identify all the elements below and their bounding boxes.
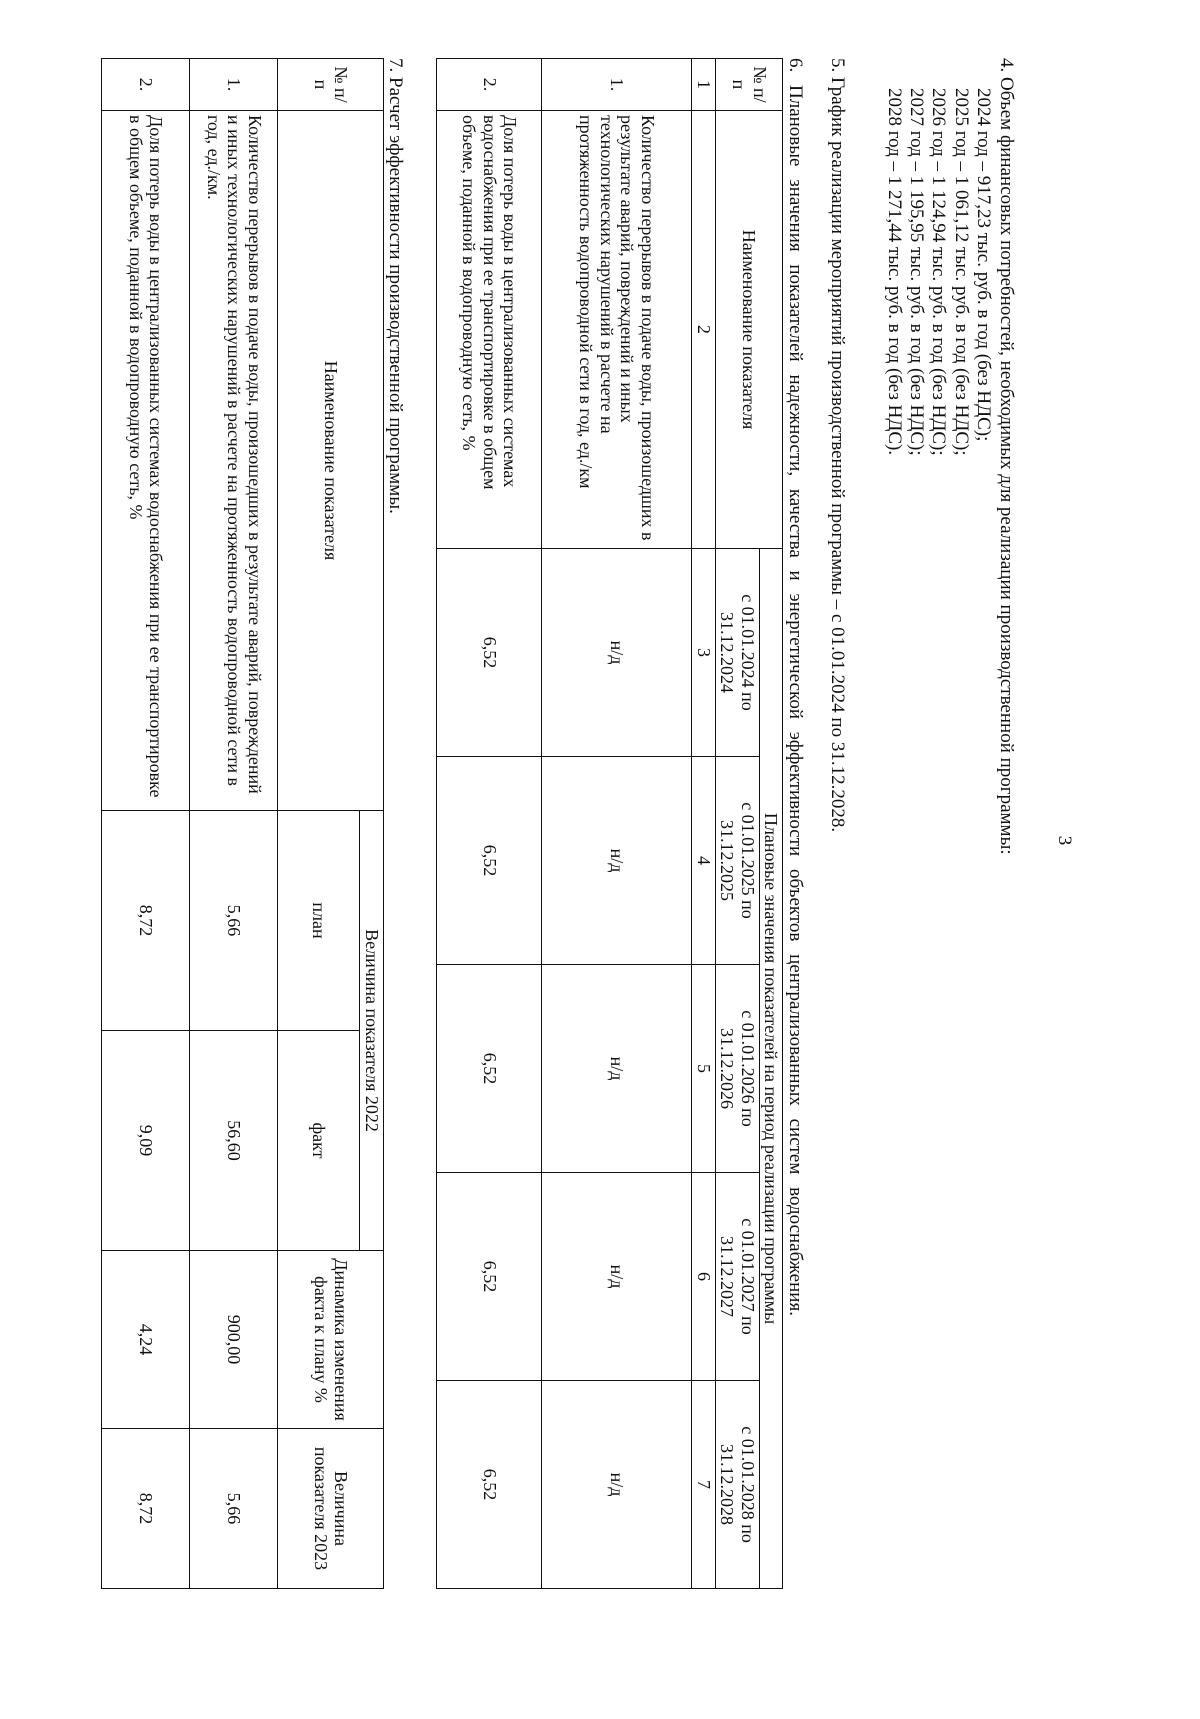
- column-number-row: [692, 59, 716, 1589]
- table-header-row: [360, 59, 384, 1589]
- indicator-name: Доля потерь воды в централизованных системах водоснабжения при ее транспортировке в общем объеме, поданной в водопроводную сеть, %: [437, 111, 542, 549]
- plan-value: 8,72: [102, 811, 190, 1031]
- planned-indicators-table: [436, 58, 783, 1589]
- value-cell: н/д: [542, 757, 692, 965]
- period-header: с 01.01.2027 по 31.12.2027: [715, 1173, 759, 1381]
- indicator-name: Доля потерь воды в централизованных системах водоснабжения при ее транспортировке в общем объеме, поданной в водопроводную сеть, %: [102, 111, 190, 811]
- fact-header: факт: [278, 1031, 360, 1251]
- page-number: 3: [1054, 835, 1075, 846]
- table-header-row: [759, 59, 783, 1589]
- table-row: [190, 59, 278, 1589]
- period-header: с 01.01.2028 по 31.12.2028: [715, 1381, 759, 1589]
- finance-year-2024: 2024 год – 917,23 тыс. руб. в год (без НДС);: [973, 88, 995, 442]
- value-cell: 6,52: [437, 757, 542, 965]
- table-row: [542, 59, 692, 1589]
- value-cell: н/д: [542, 1173, 692, 1381]
- table-row: [437, 59, 542, 1589]
- value-2023: 8,72: [102, 1429, 190, 1589]
- indicator-name: Количество перерывов в подаче воды, произошедших в результате аварий, повреждений и иных технологических нарушений в расчете на протяженность водопроводной сети в год, ед./км.: [190, 111, 278, 811]
- value-2023-header: Величина показателя 2023: [278, 1429, 384, 1589]
- finance-year-2026: 2026 год – 1 124,94 тыс. руб. в год (без НДС);: [928, 88, 950, 456]
- period-header: с 01.01.2024 по 31.12.2024: [715, 549, 759, 757]
- finance-year-2028: 2028 год – 1 271,44 тыс. руб. в год (без НДС).: [883, 88, 905, 456]
- col-no-header: № п/п: [715, 59, 783, 111]
- column-number: 3: [692, 549, 716, 757]
- dynamics-value: 4,24: [102, 1251, 190, 1429]
- section4-title: 4. Объем финансовых потребностей, необходимых для реализации производственной программы:: [995, 58, 1017, 855]
- period-header: с 01.01.2026 по 31.12.2026: [715, 965, 759, 1173]
- plan-header: план: [278, 811, 360, 1031]
- value-cell: н/д: [542, 965, 692, 1173]
- value-cell: 6,52: [437, 549, 542, 757]
- value-cell: н/д: [542, 549, 692, 757]
- finance-year-2027: 2027 год – 1 195,95 тыс. руб. в год (без НДС);: [905, 88, 927, 456]
- col-no-header: № п/п: [278, 59, 384, 111]
- value-cell: 6,52: [437, 1381, 542, 1589]
- efficiency-table: [101, 58, 384, 1589]
- fact-value: 9,09: [102, 1031, 190, 1251]
- row-number: 1.: [190, 59, 278, 111]
- rotated-content: [120, 58, 1075, 1623]
- dynamics-value: 900,00: [190, 1251, 278, 1429]
- column-number: 1: [692, 59, 716, 111]
- section6-title: 6. Плановые значения показателей надежности, качества и энергетической эффективности объектов централизованных систем водоснабжения.: [784, 58, 806, 1316]
- column-number: 4: [692, 757, 716, 965]
- finance-year-2025: 2025 год – 1 061,12 тыс. руб. в год (без НДС);: [950, 88, 972, 456]
- period-header: с 01.01.2025 по 31.12.2025: [715, 757, 759, 965]
- column-number: 5: [692, 965, 716, 1173]
- fact-value: 56,60: [190, 1031, 278, 1251]
- group-2022-header: Величина показателя 2022: [360, 811, 384, 1251]
- table-row: [102, 59, 190, 1589]
- group-header: Плановые значения показателей на период реализации программы: [759, 549, 783, 1589]
- column-number: 7: [692, 1381, 716, 1589]
- dynamics-header: Динамика изменения факта к плану %: [278, 1251, 384, 1429]
- value-cell: н/д: [542, 1381, 692, 1589]
- plan-value: 5,66: [190, 811, 278, 1031]
- column-number: 2: [692, 111, 716, 549]
- row-number: 2.: [102, 59, 190, 111]
- value-cell: 6,52: [437, 1173, 542, 1381]
- col-name-header: Наименование показателя: [715, 111, 783, 549]
- column-number: 6: [692, 1173, 716, 1381]
- col-name-header: Наименование показателя: [278, 111, 384, 811]
- value-2023: 5,66: [190, 1429, 278, 1589]
- row-number: 1.: [542, 59, 692, 111]
- section7-title: 7. Расчет эффективности производственной программы.: [385, 58, 407, 514]
- row-number: 2.: [437, 59, 542, 111]
- value-cell: 6,52: [437, 965, 542, 1173]
- indicator-name: Количество перерывов в подаче воды, произошедших в результате аварий, повреждений и иных технологических нарушений в расчете на протяженность водопроводной сети в год, ед./км: [542, 111, 692, 549]
- section5-title: 5. График реализации мероприятий производственной программы – с 01.01.2024 по 31.12.2028.: [827, 58, 849, 833]
